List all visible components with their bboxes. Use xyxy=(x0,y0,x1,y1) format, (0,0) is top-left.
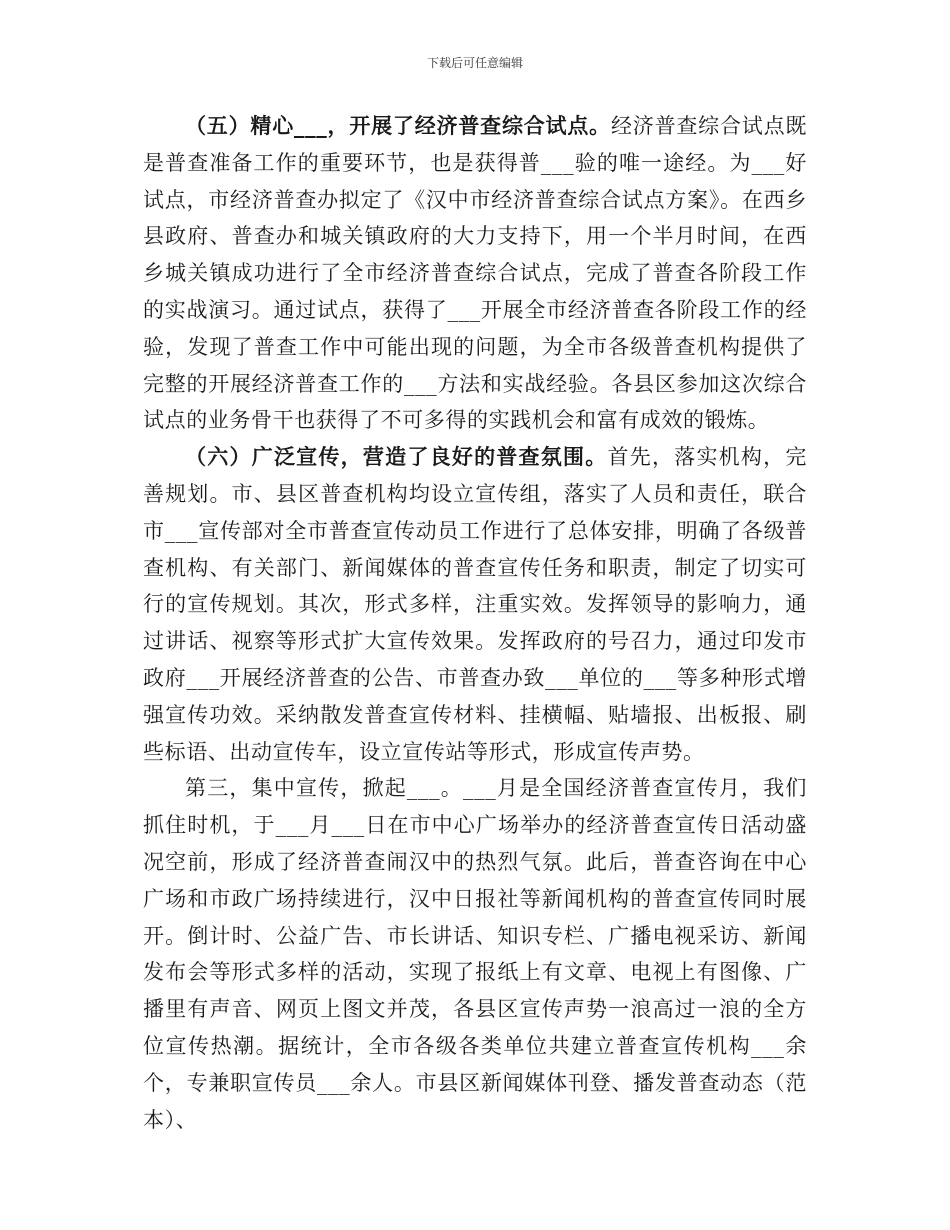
paragraph-pilot xyxy=(143,108,807,439)
paragraph-third xyxy=(143,770,807,1138)
paragraph-text: 第三，集中宣传，掀起___。___月是全国经济普查宣传月，我们抓住时机，于___月___日在市中心广场举办的经济普查宣传日活动盛况空前，形成了经济普查闹汉中的热烈气氛。此后，普查咨询在中心广场和市政广场持续进行，汉中日报社等新闻机构的普查宣传同时展开。倒计时、公益广告、市长讲话、知识专栏、广播电视采访、新闻发布会等形式多样的活动，实现了报纸上有文章、电视上有图像、广播里有声音、网页上图文并茂，各县区宣传声势一浪高过一浪的全方位宣传热潮。据统计，全市各级各类单位共建立普查宣传机构___余个，专兼职宣传员___余人。市县区新闻媒体刊登、播发普查动态（范本）、 xyxy=(143,776,807,1132)
paragraph-publicity xyxy=(143,439,807,770)
section-heading-six: （六）广泛宣传，营造了良好的普查氛围。 xyxy=(185,444,608,470)
paragraph-text: 首先，落实机构，完善规划。市、县区普查机构均设立宣传组，落实了人员和责任，联合市___宣传部对全市普查宣传动员工作进行了总体安排，明确了各级普查机构、有关部门、新闻媒体的普查宣传任务和职责，制定了切实可行的宣传规划。其次，形式多样，注重实效。发挥领导的影响力，通过讲话、视察等形式扩大宣传效果。发挥政府的号召力，通过印发市政府___开展经济普查的公告、市普查办致___单位的___等多种形式增强宣传功效。采纳散发普查宣传材料、挂横幅、贴墙报、出板报、刷些标语、出动宣传车，设立宣传站等形式，形成宣传声势。 xyxy=(143,445,807,764)
document-body xyxy=(143,108,807,1138)
page-header: 下载后可任意编辑 xyxy=(426,56,523,70)
section-heading-five: （五）精心___，开展了经济普查综合试点。 xyxy=(185,113,611,138)
paragraph-text: 经济普查综合试点既是普查准备工作的重要环节，也是获得普___验的唯一途经。为___好试点，市经济普查办拟定了《汉中市经济普查综合试点方案》。在西乡县政府、普查办和城关镇政府的大力支持下，用一个半月时间，在西乡城关镇成功进行了全市经济普查综合试点，完成了普查各阶段工作的实战演习。通过试点，获得了___开展全市经济普查各阶段工作的经验，发现了普查工作中可能出现的问题，为全市各级普查机构提供了完整的开展经济普查工作的___方法和实战经验。各县区参加这次综合试点的业务骨干也获得了不可多得的实践机会和富有成效的锻炼。 xyxy=(143,114,807,433)
